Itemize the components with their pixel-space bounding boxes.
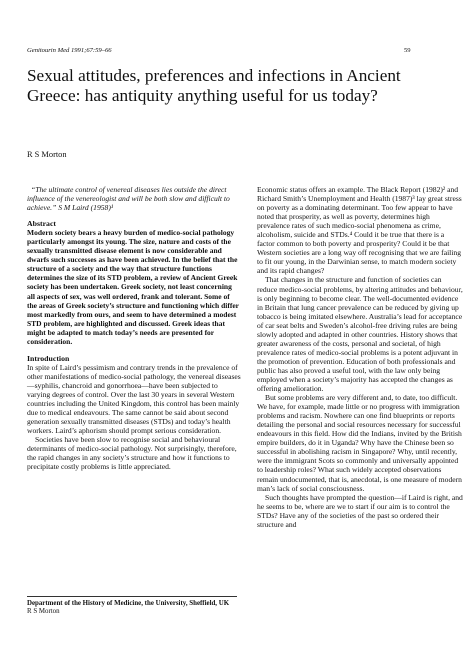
introduction-heading: Introduction xyxy=(27,353,70,363)
author-affiliation xyxy=(27,596,237,617)
affiliation-author: R S Morton xyxy=(27,608,60,616)
body-paragraph: But some problems are very different and, to date, too difficult. We have, for example, made little or no progress with immigration problems and racism. Nowhere can one find blueprints or reports detailing the personal and social resources necessary for successful endeavours in this field. How did the Indians, invited by the British empire builders, do it in Uganda? Why have the Chinese been so successful in abolishing racism in Singapore? Why, until recently, were the immigrant Scots so commonly and universally appointed to leadership roles? What such widely accepted observations remain undocumented, that is, anecdotal, is one measure of modern man’s lack of social consciousness. xyxy=(257,393,462,493)
left-column xyxy=(27,185,241,471)
article-title: Sexual attitudes, preferences and infections in Ancient Greece: has antiquity anything useful for us today? xyxy=(27,66,401,105)
body-paragraph: That changes in the structure and function of societies can reduce medico-social problems, by altering attitudes and behaviour, is only beginning to become clear. The well-documented evidence in Britain that lung cancer prevalence can be reduced by giving up tobacco is being imitated elsewhere. Australia’s lead for acceptance of car seat belts and Sweden’s alcohol-free driving rules are being slowly adopted and adapted in other countries. History shows that greater awareness of the costs, personal and societal, of high prevalence rates of medico-social problems is a potent adjuvant in the promotion of prevention. Education of both professionals and public has also proved a useful tool, with the law only being employed when a society’s majority has accepted the changes as offering amelioration. xyxy=(257,275,463,394)
right-column xyxy=(257,185,463,529)
page-number: 59 xyxy=(404,47,411,54)
body-paragraph: Economic status offers an example. The Black Report (1982)² and Richard Smith’s Unemployment and Health (1987)³ lay great stress on poverty as a dominating determinant. Too few appear to have noted that prosperity, as well as poverty, determines high prevalence rates of such medico-social phenomena as crime, alcoholism, suicide and STDs.⁴ Could it be true that there is a factor common to both poverty and prosperity? Could it be that Western societies are a long way off recognising that we are failing to fit our young, in the Darwinian sense, to match modern society and its rapid changes? xyxy=(257,185,462,276)
body-paragraph: Such thoughts have prompted the question—if Laird is right, and he seems to be, where are we to start if our aim is to control the STDs? Have any of the societies of the past so ordered their structure and xyxy=(257,492,463,529)
author-line: R S Morton xyxy=(27,150,67,159)
introduction-paragraph: In spite of Laird’s pessimism and contrary trends in the prevalence of other manifestations of medico-social pathology, the venereal diseases—syphilis, chancroid and gonorrhoea—have been subjected to varying degrees of control. Over the last 30 years in several Western countries including the United Kingdom, this control has been mainly due to medical endeavours. The same cannot be said about second generation sexually transmitted diseases (STDs) and today’s health workers. Laird’s aphorism should prompt serious consideration. xyxy=(27,362,241,436)
epigraph: “The ultimate control of venereal diseases lies outside the direct influence of the venereologist and will be both slow and difficult to achieve.” S M Laird (1958)¹ xyxy=(27,185,230,213)
affiliation-department: Department of the History of Medicine, the University, Sheffield, UK xyxy=(27,600,230,607)
journal-citation: Genitourin Med 1991;67:59–66 xyxy=(27,47,112,54)
abstract-heading: Abstract xyxy=(27,219,57,229)
introduction-paragraph: Societies have been slow to recognise social and behavioural determinants of medico-social pathology. Not surprisingly, therefore, the rapid changes in any society’s structure and how it functions to precipitate costly problems is little appreciated. xyxy=(27,435,237,472)
abstract-text: Modern society bears a heavy burden of medico-social pathology particularly amongst its young. The size, nature and costs of the sexually transmitted disease element is now considerable and dwarfs such successes as have been achieved. In the belief that the structure of a society and the way that structure functions determines the size of its STD problem, a review of Ancient Greek society has been undertaken. Greek society, not least concerning all aspects of sex, was well ordered, frank and tolerant. Some of the areas of Greek society’s structure and functioning which differ most markedly from ours, and seem to have determined a modest STD problem, are highlighted and discussed. Greek ideas that might be adapted to match today’s needs are presented for consideration. xyxy=(27,228,239,346)
